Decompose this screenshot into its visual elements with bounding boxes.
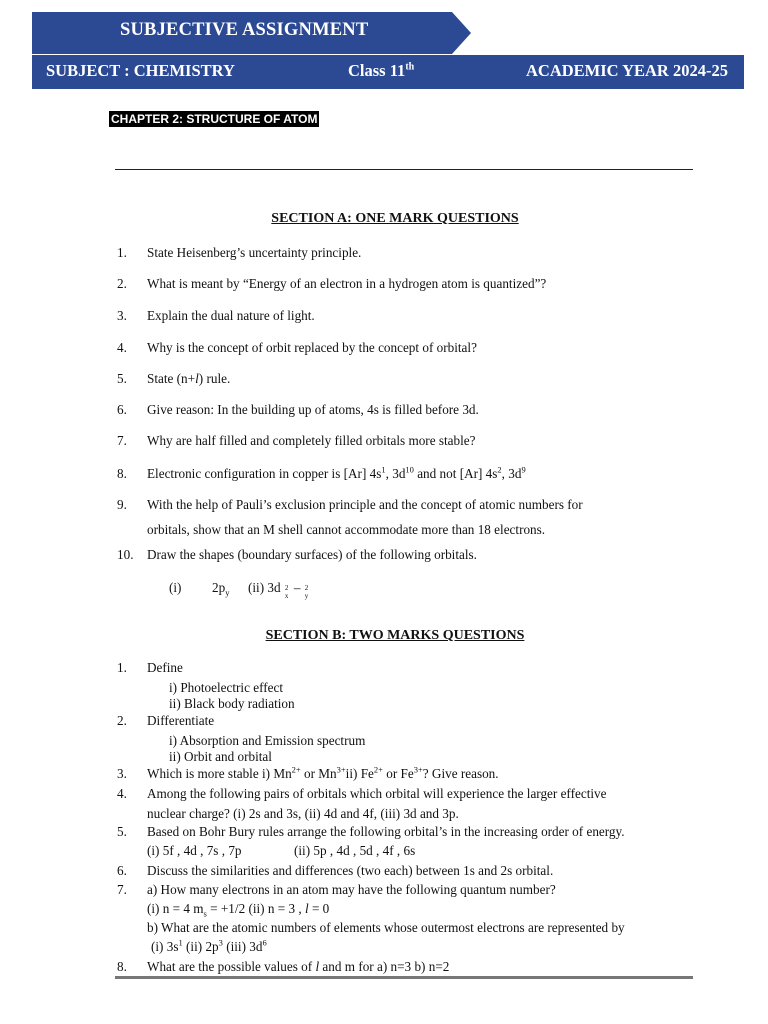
question-number: 8. <box>117 959 127 974</box>
question-number: 1. <box>117 660 127 675</box>
question-text: Why is the concept of orbit replaced by the concept of orbital? <box>147 340 477 355</box>
question-number: 7. <box>117 433 127 448</box>
sub-item: i) Photoelectric effect <box>169 680 283 695</box>
question-number: 2. <box>117 276 127 291</box>
question-number: 7. <box>117 882 127 897</box>
question-text: Among the following pairs of orbitals which orbital will experience the larger effective <box>147 786 607 801</box>
question-text: Based on Bohr Bury rules arrange the following orbital’s in the increasing order of energy. <box>147 824 625 839</box>
question-text: Differentiate <box>147 713 215 728</box>
header-banner <box>32 12 471 54</box>
academic-year: ACADEMIC YEAR 2024-25 <box>526 61 728 80</box>
question-text: What are the possible values of l and m for a) n=3 b) n=2 <box>147 959 450 974</box>
question-text: Draw the shapes (boundary surfaces) of the following orbitals. <box>147 547 477 562</box>
question-number: 6. <box>117 402 127 417</box>
question-number: 1. <box>117 245 127 260</box>
question-text: Why are half filled and completely filled orbitals more stable? <box>147 433 476 448</box>
section-a-heading: SECTION A: ONE MARK QUESTIONS <box>271 211 519 226</box>
assignment-title: SUBJECTIVE ASSIGNMENT <box>120 20 369 40</box>
class-label: Class 11th <box>348 61 415 80</box>
question-text: What is meant by “Energy of an electron in a hydrogen atom is quantized”? <box>147 276 547 291</box>
question-text: Give reason: In the building up of atoms, 4s is filled before 3d. <box>147 402 479 417</box>
sub-item: ii) Black body radiation <box>169 696 295 711</box>
question-number: 9. <box>117 497 127 512</box>
question-number: 4. <box>117 786 127 801</box>
question-text-continued: orbitals, show that an M shell cannot accommodate more than 18 electrons. <box>147 522 546 537</box>
electron-config-line: (i) $3s^1$ (ii) $2p^3$ (iii) $3d^6$ <box>151 937 267 954</box>
question-number: 3. <box>117 308 127 323</box>
quantum-number-line: (i) n = 4 $m_s = +1/2$ (ii) n = 3 , l = 0 <box>147 901 330 919</box>
sub-item-label: (i) <box>169 580 182 595</box>
orbital-3d: (ii) 3d 2 x – 2 y <box>248 580 309 600</box>
question-text: a) How many electrons in an atom may have the following quantum number? <box>147 882 556 897</box>
subject-bar <box>32 55 744 89</box>
question-text: With the help of Pauli’s exclusion principle and the concept of atomic numbers for <box>147 497 583 512</box>
sub-item: i) Absorption and Emission spectrum <box>169 733 366 748</box>
question-text: Define <box>147 660 183 675</box>
question-number: 8. <box>117 466 127 481</box>
question-text: State (n+l) rule. <box>147 371 231 386</box>
question-number: 3. <box>117 766 127 781</box>
question-text-continued: nuclear charge? (i) 2s and 3s, (ii) 4d and 4f, (iii) 3d and 3p. <box>147 806 459 821</box>
question-text: Electronic configuration in copper is [Ar] $4s^1$, $3d^{10}$ and not [Ar] $4s^2$, $3d^9$ <box>147 464 526 481</box>
question-number: 2. <box>117 713 127 728</box>
divider <box>115 169 693 170</box>
question-number: 6. <box>117 863 127 878</box>
chapter-title: CHAPTER 2: STRUCTURE OF ATOM <box>111 112 318 126</box>
question-text: State Heisenberg’s uncertainty principle. <box>147 245 362 260</box>
question-text: Explain the dual nature of light. <box>147 308 315 323</box>
question-number: 10. <box>117 547 134 562</box>
question-number: 5. <box>117 824 127 839</box>
orbital-set-ii: (ii) 5p , 4d , 5d , 4f , 6s <box>294 843 416 858</box>
section-b-heading: SECTION B: TWO MARKS QUESTIONS <box>265 628 525 643</box>
question-number: 5. <box>117 371 127 386</box>
subject-label: SUBJECT : CHEMISTRY <box>46 61 235 80</box>
question-text: Discuss the similarities and differences (two each) between 1s and 2s orbital. <box>147 863 554 878</box>
orbital-set-i: (i) 5f , 4d , 7s , 7p <box>147 843 242 858</box>
question-text: b) What are the atomic numbers of elements whose outermost electrons are represented by <box>147 920 625 935</box>
orbital-2py: $2p_y$ <box>212 580 230 598</box>
bottom-divider <box>115 976 693 979</box>
sub-item: ii) Orbit and orbital <box>169 749 272 764</box>
question-number: 4. <box>117 340 127 355</box>
question-text: Which is more stable i) $Mn^{2+}$ or $Mn^{3+}ii$) $Fe^{2+}$ or $Fe^{3+}$? Give reason. <box>147 764 499 781</box>
